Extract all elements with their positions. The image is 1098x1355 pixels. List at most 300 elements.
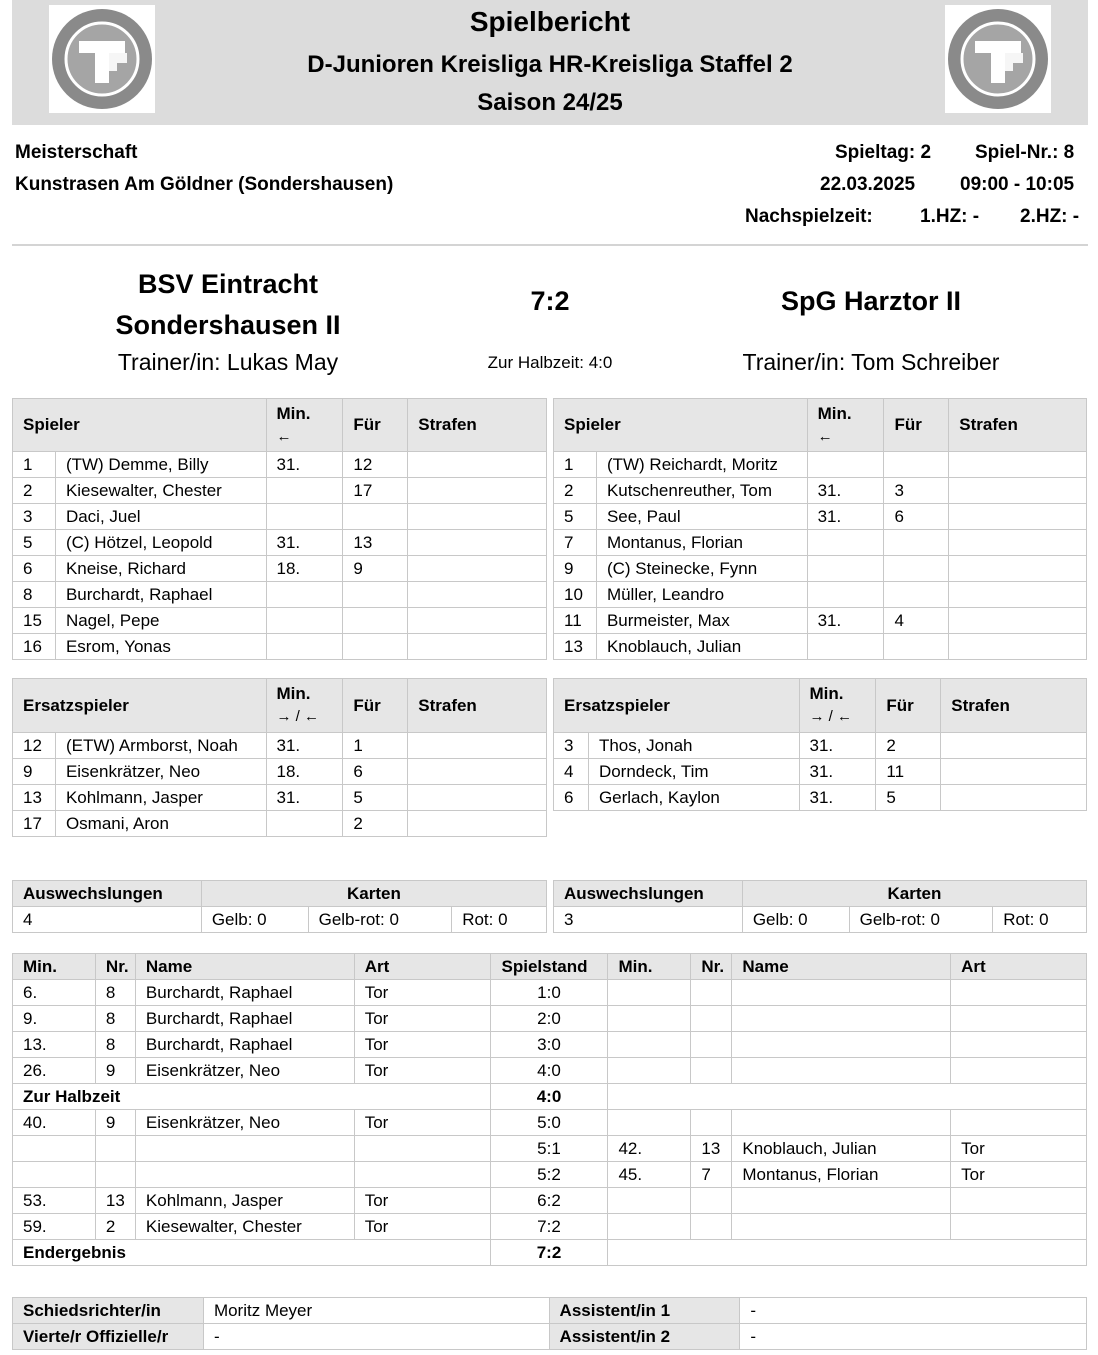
home-team: BSV Eintracht Sondershausen II (115, 269, 341, 340)
event-away-name (732, 1110, 951, 1136)
player-for: 2 (343, 811, 408, 837)
player-minute: 31. (807, 504, 884, 530)
yellow-cards: Gelb: 0 (742, 907, 849, 933)
event-home-type (354, 1136, 490, 1162)
player-row (13, 478, 547, 504)
col-ersatz: Ersatzspieler (13, 679, 267, 733)
player-penalties (408, 530, 547, 556)
player-number: 9 (13, 759, 56, 785)
player-name: See, Paul (596, 504, 807, 530)
player-number: 4 (554, 759, 589, 785)
player-for: 12 (343, 452, 408, 478)
fourth-official-name: - (203, 1324, 549, 1350)
event-score: 3:0 (490, 1032, 608, 1058)
player-name: Kutschenreuther, Tom (596, 478, 807, 504)
event-score: 7:2 (490, 1214, 608, 1240)
event-away-name (732, 980, 951, 1006)
col-auswechslungen: Auswechslungen (13, 881, 202, 907)
event-away-type (951, 1110, 1087, 1136)
player-number: 8 (13, 582, 56, 608)
player-name: Kiesewalter, Chester (55, 478, 266, 504)
player-penalties (408, 811, 547, 837)
player-for (343, 582, 408, 608)
player-for (884, 634, 949, 660)
player-minute: 31. (807, 478, 884, 504)
player-row (554, 634, 1087, 660)
event-away-type (951, 1058, 1087, 1084)
player-minute (266, 608, 343, 634)
player-number: 12 (13, 733, 56, 759)
player-penalties (408, 478, 547, 504)
event-away-number: 7 (691, 1162, 732, 1188)
player-penalties (949, 634, 1087, 660)
player-name: Burchardt, Raphael (55, 582, 266, 608)
event-home-minute (13, 1136, 96, 1162)
event-home-name: Burchardt, Raphael (135, 1006, 354, 1032)
player-penalties (408, 504, 547, 530)
player-number: 16 (13, 634, 56, 660)
player-row (13, 811, 547, 837)
away-team: SpG Harztor II (780, 286, 962, 316)
event-home-minute: 53. (13, 1188, 96, 1214)
matchday: Spieltag: 2 (835, 142, 932, 163)
event-row (13, 1188, 1087, 1214)
player-penalties (949, 478, 1087, 504)
event-away-number: 13 (691, 1136, 732, 1162)
event-away-type (951, 1032, 1087, 1058)
home-summary-table (12, 880, 547, 933)
referee-name: Moritz Meyer (203, 1298, 549, 1324)
event-away-name (732, 1188, 951, 1214)
final-score: 7:2 (530, 286, 570, 316)
event-away-minute (608, 1058, 691, 1084)
match-time: 09:00 - 10:05 (960, 174, 1075, 195)
event-away-number (691, 980, 732, 1006)
player-row (13, 634, 547, 660)
extra-time-second-half: 2.HZ: - (1020, 206, 1080, 227)
player-minute: 31. (799, 785, 876, 811)
col-karten: Karten (201, 881, 546, 907)
event-away-name (732, 1058, 951, 1084)
player-name: Burmeister, Max (596, 608, 807, 634)
event-score: 2:0 (490, 1006, 608, 1032)
event-home-minute: 6. (13, 980, 96, 1006)
event-score: 1:0 (490, 980, 608, 1006)
col-event-art: Art (354, 954, 490, 980)
event-home-type: Tor (354, 1032, 490, 1058)
player-for: 4 (884, 608, 949, 634)
assistant2-label: Assistent/in 2 (549, 1324, 740, 1350)
event-away-minute (608, 1110, 691, 1136)
player-name: Montanus, Florian (596, 530, 807, 556)
event-home-minute: 59. (13, 1214, 96, 1240)
event-home-type: Tor (354, 1058, 490, 1084)
player-penalties (408, 634, 547, 660)
event-home-minute: 26. (13, 1058, 96, 1084)
event-home-name: Burchardt, Raphael (135, 1032, 354, 1058)
player-for (343, 608, 408, 634)
player-number: 3 (13, 504, 56, 530)
competition: Meisterschaft (15, 142, 138, 163)
player-name: Esrom, Yonas (55, 634, 266, 660)
player-name: Thos, Jonah (588, 733, 799, 759)
player-for: 1 (343, 733, 408, 759)
player-penalties (941, 785, 1087, 811)
player-name: (ETW) Armborst, Noah (55, 733, 266, 759)
player-name: (TW) Reichardt, Moritz (596, 452, 807, 478)
player-number: 6 (554, 785, 589, 811)
officials-table (12, 1297, 1087, 1350)
halftime-score: Zur Halbzeit: 4:0 (487, 353, 613, 372)
player-number: 5 (554, 504, 597, 530)
event-score: 6:2 (490, 1188, 608, 1214)
venue: Kunstrasen Am Göldner (Sondershausen) (15, 174, 394, 195)
player-penalties (949, 608, 1087, 634)
player-row (554, 530, 1087, 556)
player-number: 13 (554, 634, 597, 660)
event-away-type (951, 1006, 1087, 1032)
event-away-type (951, 980, 1087, 1006)
event-home-type: Tor (354, 1188, 490, 1214)
player-for (884, 530, 949, 556)
player-penalties (408, 556, 547, 582)
player-for (343, 504, 408, 530)
player-name: Daci, Juel (55, 504, 266, 530)
event-away-minute: 45. (608, 1162, 691, 1188)
event-home-type: Tor (354, 1006, 490, 1032)
assistant2-name: - (740, 1324, 1087, 1350)
player-minute: 31. (266, 452, 343, 478)
col-fuer: Für (884, 399, 949, 452)
extra-time-first-half: 1.HZ: - (920, 206, 980, 227)
player-penalties (408, 759, 547, 785)
event-home-name (135, 1162, 354, 1188)
event-score: 5:1 (490, 1136, 608, 1162)
player-row (13, 759, 547, 785)
col-spieler: Spieler (554, 399, 808, 452)
red-cards: Rot: 0 (993, 907, 1087, 933)
player-minute (266, 811, 343, 837)
player-name: (C) Steinecke, Fynn (596, 556, 807, 582)
player-row (13, 733, 547, 759)
event-home-number: 8 (95, 1032, 135, 1058)
player-minute (266, 478, 343, 504)
player-for: 13 (343, 530, 408, 556)
event-home-type: Tor (354, 1110, 490, 1136)
player-minute (807, 582, 884, 608)
player-penalties (408, 582, 547, 608)
player-number: 15 (13, 608, 56, 634)
player-penalties (949, 530, 1087, 556)
event-marker-row (13, 1084, 1087, 1110)
player-name: Müller, Leandro (596, 582, 807, 608)
assistant1-name: - (740, 1298, 1087, 1324)
player-minute: 31. (266, 530, 343, 556)
event-home-name: Kohlmann, Jasper (135, 1188, 354, 1214)
event-away-minute (608, 1214, 691, 1240)
yellow-red-cards: Gelb-rot: 0 (308, 907, 452, 933)
event-marker-row (13, 1240, 1087, 1266)
player-minute (807, 556, 884, 582)
player-penalties (949, 556, 1087, 582)
event-away-minute (608, 1006, 691, 1032)
col-event-name: Name (135, 954, 354, 980)
event-marker-spacer (608, 1084, 1087, 1110)
player-penalties (941, 759, 1087, 785)
player-minute: 31. (807, 608, 884, 634)
home-lineup-table (12, 398, 547, 660)
event-away-type (951, 1214, 1087, 1240)
player-for (884, 452, 949, 478)
player-minute: 18. (266, 556, 343, 582)
event-home-number: 8 (95, 980, 135, 1006)
player-row (554, 785, 1087, 811)
event-row (13, 1110, 1087, 1136)
player-name: (TW) Demme, Billy (55, 452, 266, 478)
col-strafen: Strafen (408, 399, 547, 452)
player-minute (266, 582, 343, 608)
home-coach: Trainer/in: Lukas May (117, 349, 339, 375)
season: Saison 24/25 (477, 89, 623, 116)
player-penalties (941, 733, 1087, 759)
player-for: 9 (343, 556, 408, 582)
player-minute (807, 530, 884, 556)
col-ersatz: Ersatzspieler (554, 679, 800, 733)
event-away-name (732, 1032, 951, 1058)
event-home-number (95, 1162, 135, 1188)
player-name: Kohlmann, Jasper (55, 785, 266, 811)
event-home-minute (13, 1162, 96, 1188)
player-minute (807, 452, 884, 478)
col-spielstand: Spielstand (490, 954, 608, 980)
red-cards: Rot: 0 (452, 907, 547, 933)
event-home-number: 8 (95, 1006, 135, 1032)
report-header (12, 0, 1088, 125)
col-min: Min. → / ← (266, 679, 343, 733)
player-row (554, 556, 1087, 582)
event-row (13, 1032, 1087, 1058)
report-title: Spielbericht (469, 6, 631, 37)
col-min: Min. → / ← (799, 679, 876, 733)
player-number: 13 (13, 785, 56, 811)
col-auswechslungen: Auswechslungen (554, 881, 743, 907)
event-home-number: 2 (95, 1214, 135, 1240)
player-minute: 31. (266, 785, 343, 811)
event-home-type: Tor (354, 1214, 490, 1240)
event-score: 5:0 (490, 1110, 608, 1136)
player-name: Osmani, Aron (55, 811, 266, 837)
player-for: 6 (884, 504, 949, 530)
event-score: 4:0 (490, 1084, 608, 1110)
player-for: 3 (884, 478, 949, 504)
event-marker-spacer (608, 1240, 1087, 1266)
event-score: 5:2 (490, 1162, 608, 1188)
event-home-minute: 40. (13, 1110, 96, 1136)
player-penalties (408, 452, 547, 478)
event-row (13, 1214, 1087, 1240)
player-name: Gerlach, Kaylon (588, 785, 799, 811)
col-event-nr: Nr. (691, 954, 732, 980)
player-for: 2 (876, 733, 941, 759)
event-home-number: 9 (95, 1110, 135, 1136)
col-event-nr: Nr. (95, 954, 135, 980)
player-for: 5 (343, 785, 408, 811)
yellow-cards: Gelb: 0 (201, 907, 308, 933)
away-summary-table (553, 880, 1087, 933)
player-name: (C) Hötzel, Leopold (55, 530, 266, 556)
event-score: 7:2 (490, 1240, 608, 1266)
player-row (13, 530, 547, 556)
match-events-table (12, 953, 1087, 1266)
player-number: 1 (554, 452, 597, 478)
col-karten: Karten (742, 881, 1086, 907)
player-number: 2 (554, 478, 597, 504)
substitutions-count: 4 (13, 907, 202, 933)
event-home-number: 13 (95, 1188, 135, 1214)
player-penalties (408, 733, 547, 759)
player-number: 6 (13, 556, 56, 582)
event-away-number (691, 1188, 732, 1214)
player-row (554, 733, 1087, 759)
col-fuer: Für (876, 679, 941, 733)
player-name: Eisenkrätzer, Neo (55, 759, 266, 785)
event-away-type: Tor (951, 1136, 1087, 1162)
event-away-number (691, 1214, 732, 1240)
player-number: 11 (554, 608, 597, 634)
player-number: 2 (13, 478, 56, 504)
event-away-name (732, 1214, 951, 1240)
referee-label: Schiedsrichter/in (13, 1298, 204, 1324)
player-number: 7 (554, 530, 597, 556)
home-subs-table (12, 678, 547, 837)
away-lineup-table (553, 398, 1087, 660)
col-strafen: Strafen (949, 399, 1087, 452)
event-score: 4:0 (490, 1058, 608, 1084)
event-away-name: Montanus, Florian (732, 1162, 951, 1188)
event-home-minute: 13. (13, 1032, 96, 1058)
event-row (13, 1136, 1087, 1162)
player-row (13, 785, 547, 811)
event-away-minute: 42. (608, 1136, 691, 1162)
away-subs-table (553, 678, 1087, 811)
event-marker-label: Endergebnis (13, 1240, 491, 1266)
player-minute: 31. (799, 733, 876, 759)
player-row (13, 504, 547, 530)
player-name: Kneise, Richard (55, 556, 266, 582)
divider (12, 244, 1088, 246)
match-number: Spiel-Nr.: 8 (975, 142, 1075, 163)
player-penalties (408, 785, 547, 811)
event-home-name: Burchardt, Raphael (135, 980, 354, 1006)
event-row (13, 1058, 1087, 1084)
player-row (554, 478, 1087, 504)
player-penalties (408, 608, 547, 634)
event-marker-label: Zur Halbzeit (13, 1084, 491, 1110)
player-row (554, 582, 1087, 608)
event-away-type: Tor (951, 1162, 1087, 1188)
event-row (13, 1162, 1087, 1188)
event-home-name: Eisenkrätzer, Neo (135, 1058, 354, 1084)
col-event-min: Min. (608, 954, 691, 980)
fourth-official-label: Vierte/r Offizielle/r (13, 1324, 204, 1350)
col-min: Min. ← (807, 399, 884, 452)
player-row (554, 608, 1087, 634)
event-home-type (354, 1162, 490, 1188)
extra-time-label: Nachspielzeit: (745, 206, 873, 227)
player-for (884, 556, 949, 582)
event-home-minute: 9. (13, 1006, 96, 1032)
event-home-name: Eisenkrätzer, Neo (135, 1110, 354, 1136)
player-minute: 18. (266, 759, 343, 785)
player-row (13, 452, 547, 478)
assistant1-label: Assistent/in 1 (549, 1298, 740, 1324)
player-row (554, 504, 1087, 530)
event-away-minute (608, 980, 691, 1006)
away-coach: Trainer/in: Tom Schreiber (742, 349, 1000, 375)
player-for: 11 (876, 759, 941, 785)
player-number: 5 (13, 530, 56, 556)
event-away-minute (608, 1188, 691, 1214)
col-fuer: Für (343, 399, 408, 452)
federation-logo-right (945, 5, 1051, 113)
player-number: 3 (554, 733, 589, 759)
player-minute: 31. (799, 759, 876, 785)
player-number: 10 (554, 582, 597, 608)
event-away-number (691, 1006, 732, 1032)
col-event-min: Min. (13, 954, 96, 980)
event-away-minute (608, 1032, 691, 1058)
player-name: Nagel, Pepe (55, 608, 266, 634)
event-away-name: Knoblauch, Julian (732, 1136, 951, 1162)
player-row (554, 452, 1087, 478)
match-date: 22.03.2025 (820, 174, 916, 195)
player-minute (266, 634, 343, 660)
player-minute (807, 634, 884, 660)
player-for: 17 (343, 478, 408, 504)
player-row (13, 582, 547, 608)
player-minute (266, 504, 343, 530)
player-for: 6 (343, 759, 408, 785)
league-name: D-Junioren Kreisliga HR-Kreisliga Staffel 2 (307, 51, 793, 78)
event-home-number (95, 1136, 135, 1162)
player-for (884, 582, 949, 608)
col-fuer: Für (343, 679, 408, 733)
event-home-number: 9 (95, 1058, 135, 1084)
event-home-name (135, 1136, 354, 1162)
player-row (13, 556, 547, 582)
player-number: 1 (13, 452, 56, 478)
player-number: 9 (554, 556, 597, 582)
event-row (13, 980, 1087, 1006)
event-away-number (691, 1058, 732, 1084)
event-home-type: Tor (354, 980, 490, 1006)
col-strafen: Strafen (408, 679, 547, 733)
col-strafen: Strafen (941, 679, 1087, 733)
player-penalties (949, 452, 1087, 478)
event-away-type (951, 1188, 1087, 1214)
yellow-red-cards: Gelb-rot: 0 (849, 907, 993, 933)
event-row (13, 1006, 1087, 1032)
col-event-art: Art (951, 954, 1087, 980)
player-row (554, 759, 1087, 785)
player-row (13, 608, 547, 634)
event-home-name: Kiesewalter, Chester (135, 1214, 354, 1240)
event-away-number (691, 1032, 732, 1058)
player-minute: 31. (266, 733, 343, 759)
player-penalties (949, 504, 1087, 530)
col-event-name: Name (732, 954, 951, 980)
player-for (343, 634, 408, 660)
